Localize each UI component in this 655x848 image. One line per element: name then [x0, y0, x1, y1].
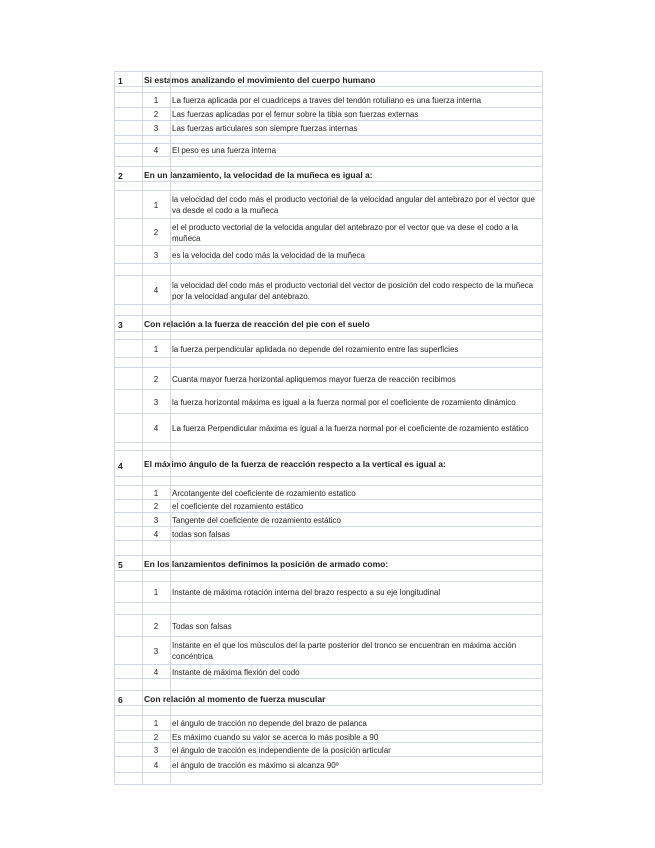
option-text: Las fuerzas articulares son siempre fuerzas internas — [172, 124, 358, 133]
option-text: Instante de máxima rotación interna del brazo respecto a su eje longitudinal — [172, 588, 441, 597]
option-number: 2 — [153, 732, 159, 742]
grid-line — [170, 71, 171, 783]
option-number: 4 — [153, 529, 159, 539]
question-row — [114, 71, 542, 87]
option-number: 4 — [153, 667, 159, 677]
question-number: 1 — [118, 75, 123, 86]
option-row — [114, 367, 542, 390]
option-number: 3 — [153, 397, 159, 407]
question-row — [114, 450, 542, 477]
option-text: Las fuerzas aplicadas por el femur sobre la tibia son fuerzas externas — [172, 110, 419, 119]
option-text: el ángulo de tracción no depende del brazo de palanca — [172, 719, 367, 728]
option-text: la velocidad del codo más el producto vectorial del vector de posición del codo respecto de la muñeca por la velocidad angular del antebrazo. — [172, 280, 534, 301]
option-row — [114, 512, 542, 527]
question-number: 6 — [118, 694, 123, 705]
option-number: 1 — [153, 96, 159, 105]
option-number: 2 — [153, 228, 159, 237]
option-text: Arcotangente del coeficiente de rozamiento estatico — [172, 488, 356, 498]
option-row — [114, 715, 542, 731]
option-number: 4 — [153, 286, 159, 295]
option-row — [114, 742, 542, 757]
option-number: 1 — [153, 200, 159, 210]
question-row — [114, 166, 542, 182]
option-text: Instante en el que los músculos del la parte posterior del tronco se encuentran en máxima acción concéntrica — [172, 641, 517, 661]
option-row — [114, 275, 542, 305]
option-text: la fuerza horizontal máxima es igual a la fuerza normal por el coeficiente de rozamiento dinámico — [172, 397, 516, 407]
option-text: Cuanta mayor fuerza horizontal apliquemos mayor fuerza de reacción recibimos — [172, 374, 456, 384]
spacer-row — [114, 540, 542, 556]
option-row — [114, 664, 542, 679]
option-text: la fuerza perpendicular aplidada no depende del rozamiento entre las superficies — [172, 344, 459, 354]
option-number: 4 — [153, 424, 159, 433]
grid-line — [142, 71, 143, 783]
option-row — [114, 581, 542, 603]
option-number: 3 — [153, 250, 159, 260]
option-number: 4 — [153, 146, 159, 155]
option-number: 1 — [153, 719, 159, 728]
option-row — [114, 389, 542, 414]
option-number: 3 — [153, 124, 159, 133]
option-number: 1 — [153, 588, 159, 597]
option-row — [114, 636, 542, 665]
option-text: Instante de máxima flexión del codo — [172, 667, 300, 677]
option-row — [114, 413, 542, 443]
option-text: el ángulo de tracción es máximo si alcanza 90º — [172, 760, 339, 770]
option-row — [114, 245, 542, 264]
question-row — [114, 690, 542, 706]
option-number: 4 — [153, 760, 159, 770]
option-row — [114, 143, 542, 157]
option-row — [114, 190, 542, 219]
question-number: 3 — [118, 320, 123, 330]
option-text: La fuerza Perpendicular máxima es igual a la fuerza normal por el coeficiente de rozamiento estático — [172, 424, 529, 433]
option-row — [114, 339, 542, 358]
option-row — [114, 120, 542, 136]
option-number: 2 — [153, 110, 159, 119]
option-text: el coeficiente del rozamiento estático — [172, 502, 304, 511]
question-number: 2 — [118, 170, 123, 181]
option-text: el ángulo de tracción es independiente de la posición articular — [172, 745, 391, 755]
question-text: Si estamos analizando el movimiento del cuerpo humano — [144, 74, 376, 85]
question-text: En un lanzamiento, la velocidad de la muñeca es igual a: — [144, 169, 373, 180]
question-number: 4 — [118, 461, 123, 471]
question-row — [114, 555, 542, 571]
option-text: todas son falsas — [172, 529, 230, 539]
option-row — [114, 614, 542, 637]
question-text: Con relación a la fuerza de reacción del pie con el suelo — [144, 319, 370, 329]
option-row — [114, 526, 542, 541]
option-number: 2 — [153, 621, 159, 631]
option-number: 3 — [153, 745, 159, 755]
question-number: 5 — [118, 559, 123, 570]
spacer-row — [114, 772, 542, 785]
question-row — [114, 315, 542, 332]
option-text: la velocidad del codo más el producto vectorial de la velocidad angular del antebrazo por el vector que va desde el codo a la muñeca — [172, 195, 535, 215]
option-number: 1 — [153, 488, 159, 498]
option-row — [114, 92, 542, 108]
option-number: 3 — [153, 646, 159, 656]
option-number: 2 — [153, 502, 159, 511]
option-text: Tangente del coeficiente de rozamiento estático — [172, 515, 341, 525]
option-text: El peso es una fuerza interna — [172, 146, 277, 155]
option-text: es la velocida del codo más la velocidad de la muñeca — [172, 250, 366, 260]
question-text: En los lanzamientos definimos la posición de armado como: — [144, 558, 389, 569]
option-text: el el producto vectorial de la velocida angular del antebrazo por el vector que va dese el codo a la muñeca — [172, 222, 518, 243]
grid-line — [114, 71, 115, 783]
option-row — [114, 756, 542, 773]
grid-line — [542, 71, 543, 783]
option-row — [114, 107, 542, 121]
option-number: 1 — [153, 344, 159, 354]
option-text: Todas son falsas — [172, 621, 232, 631]
option-row — [114, 218, 542, 246]
option-number: 2 — [153, 374, 159, 384]
option-row — [114, 485, 542, 500]
question-text: Con relación al momento de fuerza muscular — [144, 693, 326, 704]
question-text: El máximo ángulo de la fuerza de reacción respecto a la vertical es igual a: — [144, 459, 446, 469]
option-row — [114, 499, 542, 513]
option-number: 3 — [153, 515, 159, 525]
option-text: La fuerza aplicada por el cuadriceps a traves del tendón rotuliano es una fuerza interna — [172, 96, 482, 105]
option-text: Es máximo cuando su valor se acerca lo más posible a 90 — [172, 732, 379, 742]
